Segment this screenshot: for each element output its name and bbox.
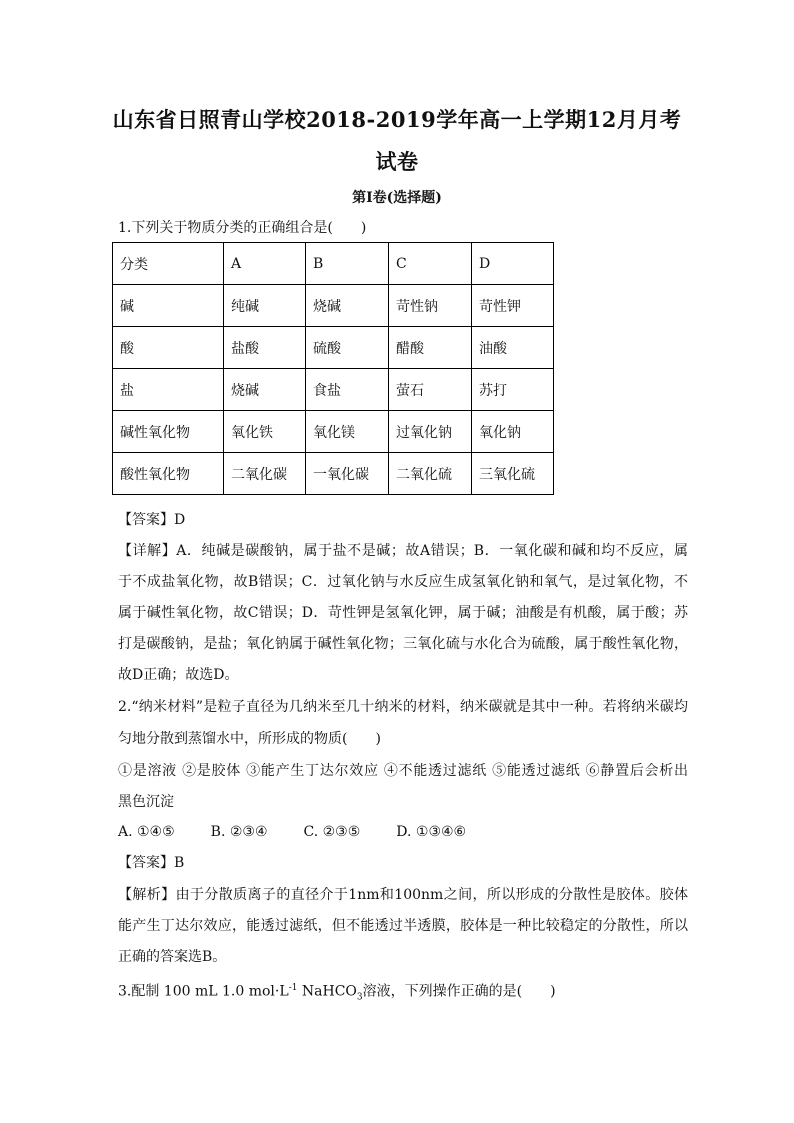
table-cell: 烧碱	[224, 369, 306, 411]
q3-stem-mid: NaHCO	[297, 983, 357, 1000]
exam-title-line2: 试卷	[375, 149, 419, 174]
table-cell: 硫酸	[306, 327, 389, 369]
q3-stem	[118, 978, 688, 1007]
table-cell: 烧碱	[306, 285, 389, 327]
q3-stem-sup: -1	[288, 983, 298, 993]
table-cell: 分类	[113, 243, 224, 285]
table-cell: 食盐	[306, 369, 389, 411]
table-cell: 碱	[113, 285, 224, 327]
table-cell: 苏打	[472, 369, 554, 411]
table-cell: D	[472, 243, 554, 285]
q2-stem-line: 2.“纳米材料”是粒子直径为几纳米至几十纳米的材料，纳米碳就是其中一种。若将纳米碳均	[118, 699, 688, 715]
q2-stem-line: 黑色沉淀	[118, 794, 174, 810]
q3-stem-pre: 3.配制 100 mL 1.0 mol·L	[118, 983, 289, 1000]
exam-title-line1: 山东省日照青山学校2018-2019学年高一上学期12月月考	[112, 107, 682, 132]
table-cell: 盐酸	[224, 327, 306, 369]
table-row	[113, 411, 554, 453]
table-cell: 三氧化硫	[472, 453, 554, 495]
table-cell: 纯碱	[224, 285, 306, 327]
q2-stem-line: ①是溶液 ②是胶体 ③能产生丁达尔效应 ④不能透过滤纸 ⑤能透过滤纸 ⑥静置后会析出	[118, 763, 688, 779]
q2-option-a: A. ①④⑤	[118, 824, 175, 840]
section-title: 第I卷(选择题)	[352, 190, 442, 206]
q2-option-c: C. ②③⑤	[303, 824, 361, 840]
q2-options	[118, 822, 688, 842]
q1-classification-table	[112, 242, 554, 495]
q3-stem-sub: 3	[356, 992, 363, 1003]
q2-option-b: B. ②③④	[210, 824, 268, 840]
table-cell: 苛性钠	[389, 285, 472, 327]
q1-stem: 1.下列关于物质分类的正确组合是( )	[118, 220, 367, 236]
q1-explain-line: 故D正确；故选D。	[118, 667, 239, 683]
table-row	[113, 453, 554, 495]
q1-answer: 【答案】D	[118, 512, 186, 528]
table-header-row	[113, 243, 554, 285]
table-cell: 一氧化碳	[306, 453, 389, 495]
table-cell: 酸	[113, 327, 224, 369]
q2-explain-line: 能产生丁达尔效应，能透过滤纸，但不能透过半透膜，胶体是一种比较稳定的分散性，所以	[118, 918, 688, 934]
table-cell: A	[224, 243, 306, 285]
q1-explain-line: 【详解】A．纯碱是碳酸钠，属于盐不是碱；故A错误；B．一氧化碳和碱和均不反应，属	[118, 543, 688, 559]
table-cell: 油酸	[472, 327, 554, 369]
q1-explain-line: 于不成盐氧化物，故B错误；C．过氧化钠与水反应生成氢氧化钠和氧气，是过氧化物，不	[118, 574, 688, 590]
table-cell: 碱性氧化物	[113, 411, 224, 453]
table-cell: 盐	[113, 369, 224, 411]
q3-stem-post: 溶液，下列操作正确的是( )	[362, 983, 556, 1000]
table-cell: 萤石	[389, 369, 472, 411]
table-row	[113, 327, 554, 369]
table-row	[113, 285, 554, 327]
table-row	[113, 369, 554, 411]
q2-stem-line: 匀地分散到蒸馏水中，所形成的物质( )	[118, 731, 381, 747]
q2-explain-line: 正确的答案选B。	[118, 949, 227, 965]
table-cell: 苛性钾	[472, 285, 554, 327]
table-cell: C	[389, 243, 472, 285]
table-cell: 酸性氧化物	[113, 453, 224, 495]
table-cell: 氧化镁	[306, 411, 389, 453]
q2-explain-line: 【解析】由于分散质离子的直径介于1nm和100nm之间，所以形成的分散性是胶体。胶体	[118, 887, 688, 903]
table-cell: 过氧化钠	[389, 411, 472, 453]
q1-explain-line: 打是碳酸钠，是盐；氧化钠属于碱性氧化物；三氧化硫与水化合为硫酸，属于酸性氧化物，	[118, 636, 688, 652]
q1-explain-line: 属于碱性氧化物，故C错误；D．苛性钾是氢氧化钾，属于碱；油酸是有机酸，属于酸；苏	[118, 605, 688, 621]
table-cell: 氧化钠	[472, 411, 554, 453]
table-cell: B	[306, 243, 389, 285]
table-cell: 二氧化硫	[389, 453, 472, 495]
table-cell: 二氧化碳	[224, 453, 306, 495]
q2-option-d: D. ①③④⑥	[396, 824, 467, 840]
table-cell: 醋酸	[389, 327, 472, 369]
table-cell: 氧化铁	[224, 411, 306, 453]
q2-answer: 【答案】B	[118, 855, 185, 871]
